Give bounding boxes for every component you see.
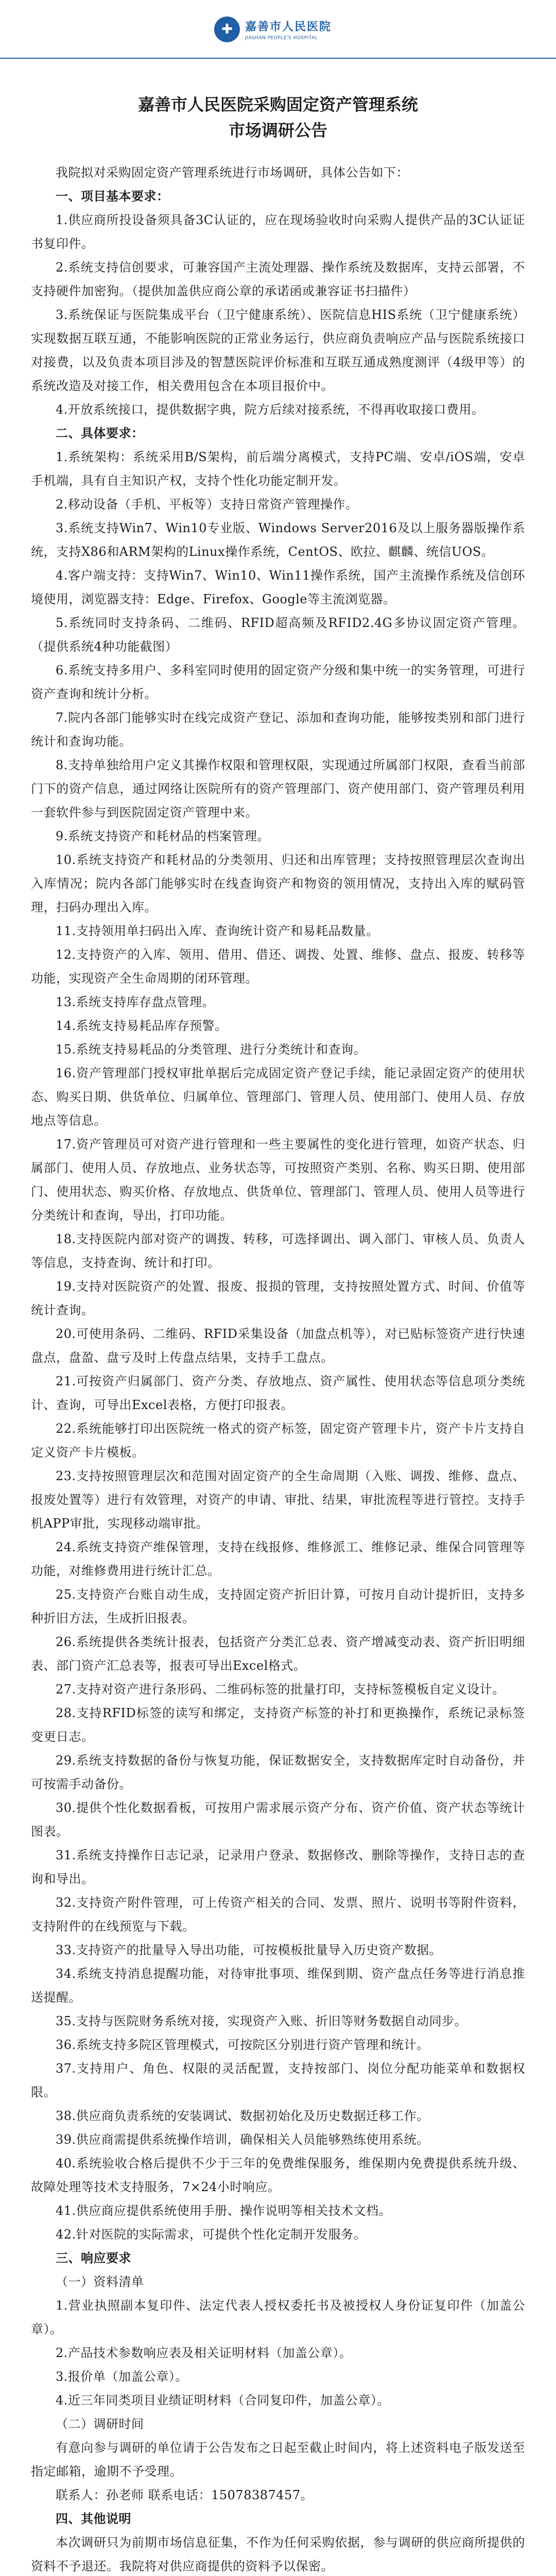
paragraph: 30.提供个性化数据看板，可按用户需求展示资产分布、资产价值、资产状态等统计图表。 — [31, 1801, 525, 1839]
paragraph: 1.供应商所投设备须具备3C认证的，应在现场验收时向采购人提供产品的3C认证证书复印件。 — [31, 213, 525, 251]
paragraph: 41.供应商应提供系统使用手册、操作说明等相关技术文档。 — [56, 2204, 392, 2218]
paragraph: 42.针对医院的实际需求，可提供个性化定制开发服务。 — [56, 2227, 367, 2242]
paragraph: 33.支持资产的批量导入导出功能，可按模板批量导入历史资产数据。 — [56, 1943, 442, 1957]
hospital-cross-icon: ✚ — [214, 16, 240, 42]
header-divider — [0, 58, 556, 59]
paragraph: 31.系统支持操作日志记录，记录用户登录、数据修改、删除等操作，支持日志的查询和导出。 — [31, 1848, 525, 1886]
paragraph: 3.系统保证与医院集成平台（卫宁健康系统）、医院信息HIS系统（卫宁健康系统）实现数据互联互通，不能影响医院的正常业务运行，供应商负责响应产品与医院系统接口对接费，以及负责本项目涉及的智慧医院评价标准和互联互通成熟度测评（4级甲等）的系统改造及对接工作，相关费用包含在本项目报价中。 — [31, 308, 525, 393]
paragraph: 37.支持用户、角色、权限的灵活配置，支持按部门、岗位分配功能菜单和数据权限。 — [31, 2061, 525, 2099]
paragraph: 35.支持与医院财务系统对接，实现资产入账、折旧等财务数据自动同步。 — [56, 2014, 467, 2028]
paragraph: （一）资料清单 — [56, 2275, 144, 2289]
paragraph: 联系人：孙老师 联系电话：15078387457。 — [56, 2488, 314, 2502]
section-heading: 三、响应要求 — [56, 2250, 131, 2265]
paragraph: 我院拟对采购固定资产管理系统进行市场调研，具体公告如下： — [56, 165, 409, 180]
section-heading: 一、项目基本要求： — [56, 189, 169, 204]
paragraph: 29.系统支持数据的备份与恢复功能，保证数据安全，支持数据库定时自动备份，并可按需手动备份。 — [31, 1753, 525, 1791]
paragraph: 20.可使用条码、二维码、RFID采集设备（加盘点机等），对已贴标签资产进行快速盘点，盘盈、盘亏及时上传盘点结果，支持手工盘点。 — [31, 1327, 525, 1365]
paragraph: 2.产品技术参数响应表及相关证明材料（加盖公章）。 — [56, 2346, 352, 2360]
paragraph: 26.系统提供各类统计报表，包括资产分类汇总表、资产增减变动表、资产折旧明细表、部门资产汇总表等，报表可导出Excel格式。 — [31, 1635, 525, 1673]
paragraph: 14.系统支持易耗品库存预警。 — [56, 1019, 228, 1033]
paragraph: 21.可按资产归属部门、资产分类、存放地点、资产属性、使用状态等信息项分类统计、查询，可导出Excel表格，方便打印报表。 — [31, 1374, 525, 1412]
paragraph: 7.院内各部门能够实时在线完成资产登记、添加和查询功能，能够按类别和部门进行统计和查询功能。 — [31, 710, 525, 749]
paragraph: 25.支持资产台账自动生成，支持固定资产折旧计算，可按月自动计提折旧，支持多种折旧方法，生成折旧报表。 — [31, 1587, 525, 1625]
paragraph: 4.客户端支持：支持Win7、Win10、Win11操作系统，国产主流操作系统及信创环境使用，浏览器支持：Edge、Firefox、Google等主流浏览器。 — [31, 568, 525, 606]
paragraph: 17.资产管理员可对资产进行管理和一些主要属性的变化进行管理，如资产状态、归属部门、使用人员、存放地点、业务状态等，可按照资产类别、名称、购买日期、使用部门、使用状态、购买价格、存放地点、供货单位、管理部门、管理人员、使用人员等进行分类统计和查询，导出，打印功能。 — [31, 1137, 525, 1223]
paragraph: 4.开放系统接口，提供数据字典，院方后续对接系统，不得再收取接口费用。 — [56, 402, 484, 417]
logo-text — [245, 18, 332, 41]
page-title: 嘉善市人民医院采购固定资产管理系统 — [137, 95, 418, 114]
announcement-body — [31, 161, 525, 2576]
paragraph: 19.支持对医院资产的处置、报废、报损的管理，支持按照处置方式、时间、价值等统计查询。 — [31, 1279, 525, 1317]
paragraph: 1.营业执照副本复印件、法定代表人授权委托书及被授权人身份证复印件（加盖公章）。 — [31, 2298, 525, 2336]
paragraph: 1.系统架构：系统采用B/S架构，前后端分离模式，支持PC端、安卓/iOS端，安卓手机端，具有自主知识产权，支持个性化功能定制开发。 — [31, 450, 525, 488]
paragraph: 5.系统同时支持条码、二维码、RFID超高频及RFID2.4G多协议固定资产管理。（提供系统4种功能截图） — [31, 616, 525, 654]
paragraph: 34.系统支持消息提醒功能，对待审批事项、维保到期、资产盘点任务等进行消息推送提醒。 — [31, 1967, 525, 2005]
paragraph: 38.供应商负责系统的安装调试、数据初始化及历史数据迁移工作。 — [56, 2109, 429, 2123]
paragraph: 6.系统支持多用户、多科室同时使用的固定资产分级和集中统一的实务管理，可进行资产查询和统计分析。 — [31, 663, 525, 701]
section-heading: 四、其他说明 — [56, 2511, 131, 2526]
paragraph: （二）调研时间 — [56, 2417, 144, 2431]
paragraph: 36.系统支持多院区管理模式，可按院区分别进行资产管理和统计。 — [56, 2038, 429, 2052]
paragraph: 40.系统验收合格后提供不少于三年的免费维保服务，维保期内免费提供系统升级、故障处理等技术支持服务，7×24小时响应。 — [31, 2156, 525, 2194]
paragraph: 16.资产管理部门授权审批单据后完成固定资产登记手续，能记录固定资产的使用状态、购买日期、供货单位、归属单位、管理部门、管理人员、使用部门、使用人员、存放地点等信息。 — [31, 1066, 525, 1128]
logo-name-cn: 嘉善市人民医院 — [245, 20, 332, 33]
paragraph: 本次调研只为前期市场信息征集，不作为任何采购依据，参与调研的供应商所提供的资料不予退还。我院将对供应商提供的资料予以保密。 — [31, 2535, 525, 2573]
paragraph: 18.支持医院内部对资产的调拨、转移，可选择调出、调入部门、审核人员、负责人等信息，支持查询、统计和打印。 — [31, 1232, 525, 1270]
paragraph: 8.支持单独给用户定义其操作权限和管理权限，实现通过所属部门权限，查看当前部门下的资产信息，通过网络让医院所有的资产管理部门、资产使用部门、资产管理员利用一套软件参与到医院固定资产管理中来。 — [31, 758, 525, 820]
paragraph: 24.系统支持资产维保管理，支持在线报修、维修派工、维修记录、维保合同管理等功能，对维修费用进行统计汇总。 — [31, 1540, 525, 1578]
paragraph: 39.供应商需提供系统操作培训，确保相关人员能够熟练使用系统。 — [56, 2132, 429, 2147]
section-heading: 二、具体要求： — [56, 426, 144, 440]
paragraph: 3.系统支持Win7、Win10专业版、Windows Server2016及以上服务器版操作系统，支持X86和ARM架构的Linux操作系统，CentOS、欧拉、麒麟、统信UOS。 — [31, 521, 525, 559]
paragraph: 23.支持按照管理层次和范围对固定资产的全生命周期（入账、调拨、维修、盘点、报废处置等）进行有效管理，对资产的申请、审批、结果，审批流程等进行管控。支持手机APP审批，实现移动端审批。 — [31, 1469, 525, 1531]
paragraph: 27.支持对资产进行条形码、二维码标签的批量打印，支持标签模板自定义设计。 — [56, 1682, 505, 1697]
paragraph: 28.支持RFID标签的读写和绑定，支持资产标签的补打和更换操作，系统记录标签变更日志。 — [31, 1706, 525, 1744]
page-subtitle: 市场调研公告 — [228, 121, 327, 140]
paragraph: 12.支持资产的入库、领用、借用、借还、调拨、处置、维修、盘点、报废、转移等功能，实现资产全生命周期的闭环管理。 — [31, 947, 525, 986]
paragraph: 10.系统支持资产和耗材品的分类领用、归还和出库管理；支持按照管理层次查询出入库情况；院内各部门能够实时在线查询资产和物资的领用情况，支持出入库的赋码管理，扫码办理出入库。 — [31, 853, 525, 914]
logo-name-en: JIASHAN PEOPLE'S HOSPITAL — [245, 36, 318, 41]
hospital-logo — [214, 12, 342, 46]
paragraph: 2.移动设备（手机、平板等）支持日常资产管理操作。 — [56, 497, 358, 512]
paragraph: 2.系统支持信创要求，可兼容国产主流处理器、操作系统及数据库，支持云部署，不支持硬件加密狗。（提供加盖供应商公章的承诺函或兼容证书扫描件） — [31, 260, 525, 298]
paragraph: 13.系统支持库存盘点管理。 — [56, 995, 215, 1009]
paragraph: 11.支持领用单扫码出入库、查询统计资产和易耗品数量。 — [56, 924, 379, 938]
paragraph: 9.系统支持资产和耗材品的档案管理。 — [56, 829, 270, 843]
paragraph: 4.近三年同类项目业绩证明材料（合同复印件，加盖公章）。 — [56, 2393, 390, 2408]
paragraph: 15.系统支持易耗品的分类管理、进行分类统计和查询。 — [56, 1042, 367, 1057]
paragraph: 22.系统能够打印出医院统一格式的资产标签，固定资产管理卡片，资产卡片支持自定义资产卡片模板。 — [31, 1421, 525, 1460]
paragraph: 3.报价单（加盖公章）。 — [56, 2369, 188, 2384]
paragraph: 有意向参与调研的单位请于公告发布之日起至截止时间内，将上述资料电子版发送至指定邮箱，逾期不予受理。 — [31, 2441, 525, 2479]
paragraph: 32.支持资产附件管理，可上传资产相关的合同、发票、照片、说明书等附件资料，支持附件的在线预览与下载。 — [31, 1895, 525, 1934]
